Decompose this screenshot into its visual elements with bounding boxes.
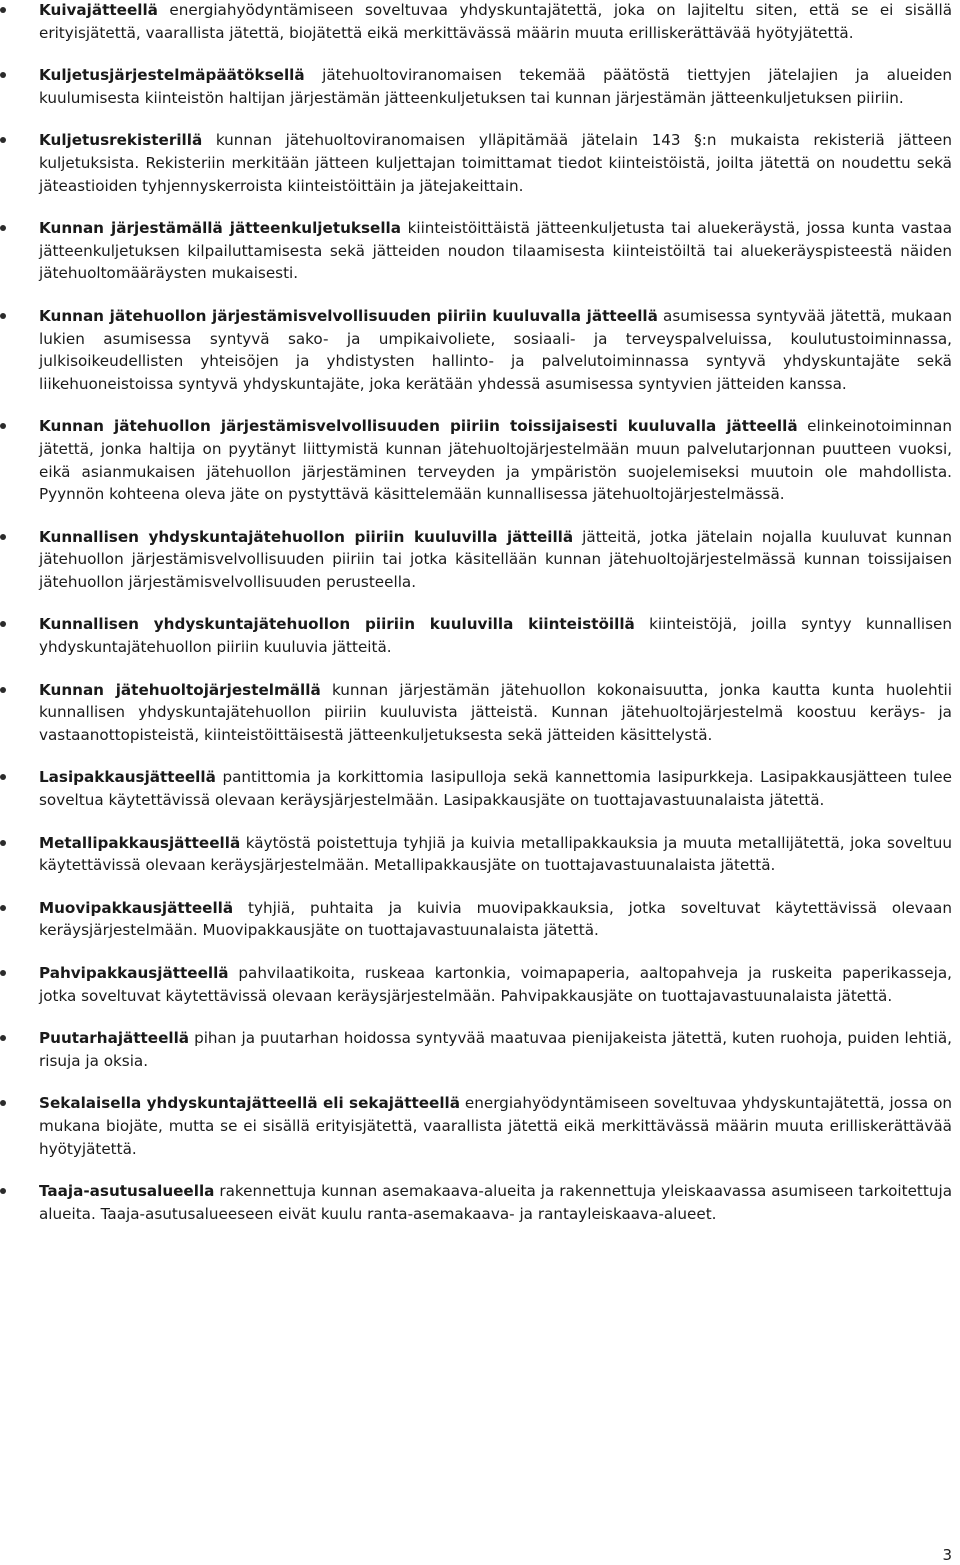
definition-term: Kunnallisen yhdyskuntajätehuollon piiriin kuuluvilla jätteillä — [39, 527, 574, 546]
definition-term: Kunnan jätehuollon järjestämisvelvollisuuden piiriin toissijaisesti kuuluvalla jätteellä — [39, 417, 798, 436]
definition-term: Taaja-asutusalueella — [39, 1182, 215, 1201]
definition-item — [0, 64, 960, 109]
bullet-icon — [0, 905, 6, 911]
definition-text: kunnan järjestämän jätehuollon kokonaisuutta, jonka kautta kunta huolehtii kunnallisen yhdyskuntajätehuollon piiriin kuuluvista jätteistä. Kunnan jätehuoltojärjestelmä koostuu keräys- ja vastaanottopisteistä, kiinteistöittäisestä jätteenkuljetuksesta sekä jätteiden käsittelystä. — [39, 680, 952, 744]
definition-term: Kuivajätteellä — [39, 1, 158, 19]
definition-item — [0, 832, 960, 877]
definition-item — [0, 1180, 960, 1225]
definition-term: Sekalaisella yhdyskuntajätteellä eli sekajätteellä — [39, 1094, 460, 1113]
definition-text: jätteitä, jotka jätelain nojalla kuuluvat kunnan jätehuollon järjestämisvelvollisuuden piiriin tai jotka käsitellään kunnan jätehuoltojärjestelmässä kunnan toissijaisen jätehuollon järjestämisvelvollisuuden perusteella. — [39, 527, 952, 591]
definition-term: Kunnan jätehuoltojärjestelmällä — [39, 680, 321, 699]
definition-item — [0, 415, 960, 505]
bullet-icon — [0, 970, 6, 976]
page-number: 3 — [942, 1546, 952, 1564]
definition-term: Kunnan jätehuollon järjestämisvelvollisuuden piiriin kuuluvalla jätteellä — [39, 306, 658, 325]
definition-text: jätehuoltoviranomaisen tekemää päätöstä tiettyjen jätelajien ja alueiden kuulumisesta kiinteistön haltijan järjestämän jätteenkuljetuksen tai kunnan järjestämän jätteenkuljetuksen piiriin. — [39, 66, 952, 107]
definition-term: Kunnan järjestämällä jätteenkuljetuksella — [39, 219, 401, 238]
bullet-icon — [0, 687, 6, 693]
definition-item — [0, 526, 960, 594]
definition-item — [0, 962, 960, 1007]
definition-term: Pahvipakkausjätteellä — [39, 964, 229, 982]
bullet-icon — [0, 621, 6, 627]
definition-text: kunnan jätehuoltoviranomaisen ylläpitämää jätelain 143 §:n mukaista rekisteriä jätteen kuljetuksista. Rekisteriin merkitään jätteen kuljettajan toimittamat tiedot kiinteistöistä, joilta jätettä on noudettu sekä jäteastioiden tyhjennyskerroista kiinteistöittäin ja jätejakeittain. — [39, 131, 952, 195]
definition-term: Puutarhajätteellä — [39, 1029, 190, 1048]
definition-term: Kuljetusrekisterillä — [39, 131, 203, 150]
definition-item — [0, 217, 960, 285]
definition-item — [0, 129, 960, 197]
definition-item — [0, 613, 960, 658]
definition-term: Muovipakkausjätteellä — [39, 898, 234, 917]
definition-text: pahvilaatikoita, ruskeaa kartonkia, voimapaperia, aaltopahveja ja ruskeita paperikasseja, jotka soveltuvat käytettävissä olevaan keräysjärjestelmään. Pahvipakkausjäte on tuottajavastuunalaista jätettä. — [39, 964, 952, 1005]
bullet-icon — [0, 840, 6, 846]
definition-text: kiinteistöittäistä jätteenkuljetusta tai aluekeräystä, jossa kunta vastaa jätteenkuljetuksen kilpailuttamisesta sekä jätteiden noudon tilaamisesta kiinteistöiltä tai aluekeräyspisteestä näiden jätehuoltomääräysten mukaisesti. — [39, 219, 953, 283]
bullet-icon — [0, 1035, 6, 1041]
definition-item — [0, 897, 960, 942]
bullet-icon — [0, 1188, 6, 1194]
definition-item — [0, 766, 960, 811]
bullet-icon — [0, 313, 6, 319]
definition-text: tyhjiä, puhtaita ja kuivia muovipakkauksia, jotka soveltuvat käytettävissä olevaan keräysjärjestelmään. Muovipakkausjäte on tuottajavastuunalaista jätettä. — [39, 898, 952, 940]
definition-item — [0, 679, 960, 747]
bullet-icon — [0, 774, 6, 780]
bullet-icon — [0, 137, 6, 143]
definition-text: rakennettuja kunnan asemakaava-alueita ja rakennettuja yleiskaavassa asumiseen tarkoitettuja alueita. Taaja-asutusalueeseen eivät kuulu ranta-asemakaava- ja rantayleiskaava-alueet. — [39, 1182, 952, 1223]
definition-text: energiahyödyntämiseen soveltuvaa yhdyskuntajätettä, jossa on mukana biojäte, mutta se ei sisällä erityisjätettä, vaarallista jätettä eikä merkittävässä määrin muuta erilliskerättävää hyötyjätettä. — [39, 1094, 952, 1158]
definition-text: asumisessa syntyvää jätettä, mukaan lukien asumisessa syntyvä sako- ja umpikaivoliete, sosiaali- ja terveyspalveluissa, koulutustoiminnassa, julkisoikeudellisten yhteisöjen ja yhdistysten hallinto- ja palvelutoiminnassa syntyvä yhdyskuntajäte sekä liikehuoneistoissa syntyvä yhdyskuntajäte, joka kerätään yhdessä asumisessa syntyvien jätteiden kanssa. — [39, 306, 953, 393]
definition-term: Kunnallisen yhdyskuntajätehuollon piiriin kuuluvilla kiinteistöillä — [39, 615, 635, 634]
definition-text: pihan ja puutarhan hoidossa syntyvää maatuvaa pienijakeista jätettä, kuten ruohoja, puiden lehtiä, risuja ja oksia. — [39, 1029, 952, 1070]
definition-text: käytöstä poistettuja tyhjiä ja kuivia metallipakkauksia ja muuta metallijätettä, joka soveltuu käytettävissä olevaan keräysjärjestelmään. Metallipakkausjäte on tuottajavastuunalaista jätettä. — [39, 833, 952, 875]
definition-text: energiahyödyntämiseen soveltuvaa yhdyskuntajätettä, joka on lajiteltu siten, että se ei sisällä erityisjätettä, vaarallista jätettä, biojätettä eikä merkittävässä määrin muuta erilliskerättävää hyötyjätettä. — [39, 1, 952, 42]
definition-text: elinkeinotoiminnan jätettä, jonka haltija on pyytänyt liittymistä kunnan jätehuoltojärjestelmään muun palvelutarjonnan puutteen vuoksi, eikä asianmukaisen jätehuollon järjestäminen terveyden ja ympäristön suojelemiseksi muutoin ole mahdollista. Pyynnön kohteena oleva jäte on pystyttävä käsittelemään kunnallisessa jätehuoltojärjestelmässä. — [39, 417, 952, 504]
definition-text: pantittomia ja korkittomia lasipulloja sekä kannettomia lasipurkkeja. Lasipakkausjätteen tulee soveltua käytettävissä olevaan keräysjärjestelmään. Lasipakkausjäte on tuottajavastuunalaista jätettä. — [39, 768, 952, 810]
bullet-icon — [0, 423, 6, 429]
definition-item — [0, 1092, 960, 1160]
definition-item — [0, 1027, 960, 1072]
definition-text: kiinteistöjä, joilla syntyy kunnallisen yhdyskuntajätehuollon piiriin kuuluvia jätteitä. — [39, 615, 952, 657]
definition-term: Lasipakkausjätteellä — [39, 768, 216, 787]
bullet-icon — [0, 1100, 6, 1106]
bullet-icon — [0, 72, 6, 78]
definition-item — [0, 305, 960, 395]
bullet-icon — [0, 534, 6, 540]
definition-term: Metallipakkausjätteellä — [39, 833, 241, 852]
definition-item — [0, 0, 960, 44]
bullet-icon — [0, 225, 6, 231]
bullet-icon — [0, 7, 6, 13]
definition-term: Kuljetusjärjestelmäpäätöksellä — [39, 66, 305, 85]
